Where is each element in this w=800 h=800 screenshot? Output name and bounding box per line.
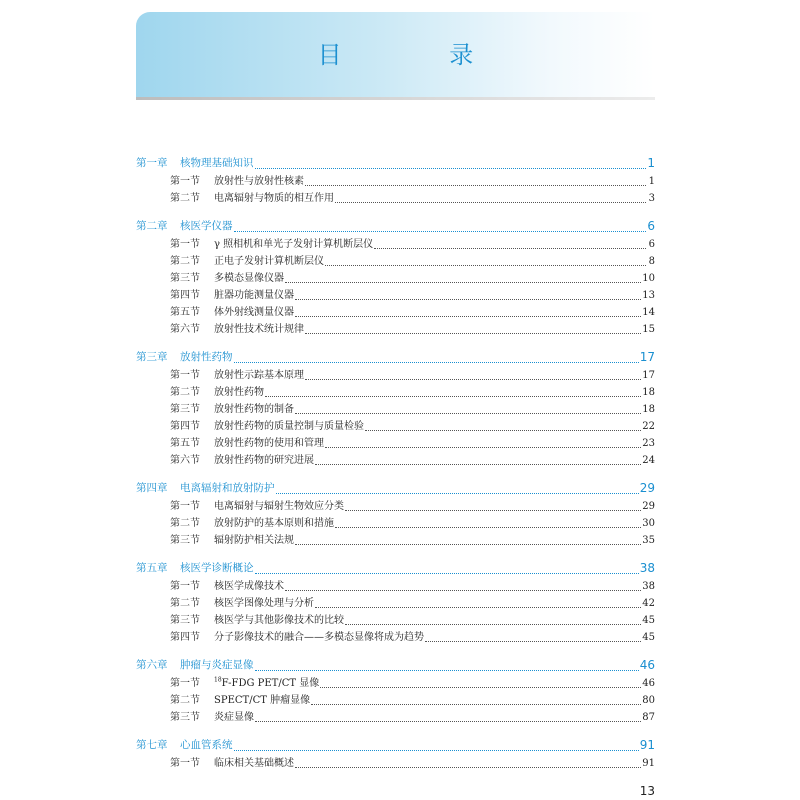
section-title: SPECT/CT 肿瘤显像 — [214, 695, 311, 706]
dot-leader — [315, 606, 641, 608]
section-page: 10 — [642, 273, 655, 284]
dot-leader — [305, 184, 646, 186]
toc-section-row — [136, 578, 655, 595]
dot-leader — [295, 412, 641, 414]
toc-section-row — [136, 287, 655, 304]
dot-leader — [295, 298, 641, 300]
section-page: 22 — [642, 421, 655, 432]
chapter-title: 核物理基础知识 — [180, 157, 254, 169]
toc-chapter-row — [136, 736, 655, 755]
toc-chapter-row — [136, 479, 655, 498]
dot-leader — [305, 332, 641, 334]
section-title-wrap — [214, 401, 294, 418]
chapter-title: 电离辐射和放射防护 — [180, 482, 275, 494]
chapter-page: 46 — [639, 658, 655, 672]
section-number: 第二节 — [170, 598, 200, 609]
section-title-wrap — [214, 287, 294, 304]
section-page: 35 — [642, 535, 655, 546]
section-title-wrap — [214, 629, 424, 646]
section-title-wrap — [214, 452, 314, 469]
section-number: 第二节 — [170, 695, 200, 706]
toc-section-row — [136, 173, 655, 190]
section-number: 第四节 — [170, 290, 200, 301]
toc-section-row — [136, 321, 655, 338]
toc-chapter-row — [136, 656, 655, 675]
section-title-wrap — [214, 709, 254, 726]
dot-leader — [234, 361, 639, 363]
section-page: 29 — [642, 501, 655, 512]
section-page: 46 — [642, 678, 655, 689]
dot-leader — [311, 703, 641, 705]
section-number: 第六节 — [170, 324, 200, 335]
section-title-wrap — [214, 173, 304, 190]
section-title-wrap — [214, 236, 373, 253]
dot-leader — [305, 378, 641, 380]
section-title: 放射性药物 — [214, 387, 264, 398]
section-page: 17 — [642, 370, 655, 381]
toc-section-row — [136, 755, 655, 772]
toc-section-row — [136, 675, 655, 692]
dot-leader — [265, 395, 641, 397]
section-number: 第一节 — [170, 758, 200, 769]
section-number: 第三节 — [170, 712, 200, 723]
section-title-wrap — [214, 304, 294, 321]
section-title: 核医学与其他影像技术的比较 — [214, 615, 344, 626]
section-number: 第四节 — [170, 421, 200, 432]
section-page: 13 — [642, 290, 655, 301]
section-title: 临床相关基础概述 — [214, 758, 294, 769]
dot-leader — [365, 429, 641, 431]
section-title: 放射性与放射性核素 — [214, 176, 304, 187]
dot-leader — [345, 623, 641, 625]
toc-section-row — [136, 384, 655, 401]
section-number: 第一节 — [170, 678, 200, 689]
section-page: 45 — [642, 632, 655, 643]
chapter-number: 第二章 — [136, 220, 168, 232]
toc-section-row — [136, 236, 655, 253]
dot-leader — [295, 543, 641, 545]
section-title-wrap — [214, 253, 324, 270]
section-title-wrap — [214, 595, 314, 612]
dot-leader — [255, 669, 639, 671]
toc-section-row — [136, 498, 655, 515]
section-number: 第四节 — [170, 632, 200, 643]
dot-leader — [255, 720, 641, 722]
section-page: 6 — [648, 239, 655, 250]
dot-leader — [234, 749, 639, 751]
section-number: 第三节 — [170, 404, 200, 415]
chapter-title: 核医学诊断概论 — [180, 562, 254, 574]
dot-leader — [325, 446, 641, 448]
dot-leader — [335, 526, 641, 528]
toc-section-row — [136, 515, 655, 532]
dot-leader — [425, 640, 641, 642]
section-number: 第五节 — [170, 438, 200, 449]
section-title-wrap — [214, 190, 334, 207]
dot-leader — [285, 589, 641, 591]
section-title-wrap — [214, 321, 304, 338]
page-number: 13 — [639, 784, 655, 798]
section-title: F-FDG PET/CT 显像 — [221, 678, 320, 689]
toc-section-row — [136, 418, 655, 435]
dot-leader — [255, 167, 647, 169]
section-title: 放射性示踪基本原理 — [214, 370, 304, 381]
section-number: 第二节 — [170, 387, 200, 398]
section-page: 24 — [642, 455, 655, 466]
section-title: 炎症显像 — [214, 712, 254, 723]
banner-divider — [136, 97, 655, 100]
toc-section-row — [136, 692, 655, 709]
chapter-page: 6 — [647, 219, 655, 233]
dot-leader — [285, 281, 641, 283]
section-number: 第二节 — [170, 193, 200, 204]
toc-section-row — [136, 435, 655, 452]
section-title: 脏器功能测量仪器 — [214, 290, 294, 301]
section-title-wrap — [214, 367, 304, 384]
section-page: 15 — [642, 324, 655, 335]
section-page: 18 — [642, 404, 655, 415]
toc-section-row — [136, 532, 655, 549]
section-title-wrap — [214, 384, 264, 401]
dot-leader — [325, 264, 646, 266]
section-title-wrap — [214, 418, 364, 435]
chapter-number: 第三章 — [136, 351, 168, 363]
section-page: 3 — [648, 193, 655, 204]
dot-leader — [234, 230, 647, 232]
section-title: 分子影像技术的融合——多模态显像将成为趋势 — [214, 632, 424, 643]
section-title-wrap — [214, 578, 284, 595]
toc-section-row — [136, 190, 655, 207]
toc-section-row — [136, 709, 655, 726]
section-page: 8 — [648, 256, 655, 267]
section-title: 放射性药物的使用和管理 — [214, 438, 324, 449]
chapter-title: 放射性药物 — [180, 351, 233, 363]
toc-chapter-row — [136, 559, 655, 578]
section-number: 第一节 — [170, 501, 200, 512]
section-title-wrap — [214, 498, 344, 515]
dot-leader — [374, 247, 646, 249]
section-number: 第五节 — [170, 307, 200, 318]
section-title: 多模态显像仪器 — [214, 273, 284, 284]
section-title-wrap — [214, 435, 324, 452]
section-title: 放射防护的基本原则和措施 — [214, 518, 334, 529]
chapter-number: 第六章 — [136, 659, 168, 671]
section-title-wrap — [214, 612, 344, 629]
chapter-number: 第七章 — [136, 739, 168, 751]
section-number: 第一节 — [170, 581, 200, 592]
toc-section-row — [136, 595, 655, 612]
section-page: 23 — [642, 438, 655, 449]
section-page: 18 — [642, 387, 655, 398]
toc-section-row — [136, 304, 655, 321]
chapter-number: 第五章 — [136, 562, 168, 574]
toc-chapter-row — [136, 348, 655, 367]
dot-leader — [320, 686, 641, 688]
section-number: 第三节 — [170, 273, 200, 284]
section-title-wrap — [214, 532, 294, 549]
toc-section-row — [136, 253, 655, 270]
section-title: 辐射防护相关法规 — [214, 535, 294, 546]
dot-leader — [315, 463, 641, 465]
chapter-page: 1 — [647, 156, 655, 170]
section-number: 第三节 — [170, 615, 200, 626]
toc-section-row — [136, 629, 655, 646]
toc-chapter-row — [136, 154, 655, 173]
toc-section-row — [136, 612, 655, 629]
dot-leader — [345, 509, 641, 511]
chapter-title: 肿瘤与炎症显像 — [180, 659, 254, 671]
toc-chapter-row — [136, 217, 655, 236]
section-number: 第一节 — [170, 239, 200, 250]
chapter-page: 38 — [639, 561, 655, 575]
section-number: 第一节 — [170, 176, 200, 187]
section-page: 87 — [642, 712, 655, 723]
dot-leader — [335, 201, 646, 203]
chapter-number: 第一章 — [136, 157, 168, 169]
chapter-page: 17 — [639, 350, 655, 364]
section-title-wrap — [214, 692, 310, 709]
section-title: γ 照相机和单光子发射计算机断层仪 — [214, 239, 374, 250]
section-title: 核医学成像技术 — [214, 581, 284, 592]
section-title: 正电子发射计算机断层仪 — [214, 256, 324, 267]
section-title: 电离辐射与物质的相互作用 — [214, 193, 334, 204]
section-number: 第二节 — [170, 518, 200, 529]
section-title: 放射性药物的制备 — [214, 404, 294, 415]
section-page: 30 — [642, 518, 655, 529]
chapter-page: 29 — [639, 481, 655, 495]
section-title-wrap — [214, 515, 334, 532]
section-number: 第二节 — [170, 256, 200, 267]
section-title-wrap — [214, 270, 284, 287]
section-title: 电离辐射与辐射生物效应分类 — [214, 501, 344, 512]
section-title-wrap — [214, 675, 319, 692]
section-title: 体外射线测量仪器 — [214, 307, 294, 318]
section-page: 45 — [642, 615, 655, 626]
section-title: 放射性技术统计规律 — [214, 324, 304, 335]
page-title: 目 录 — [317, 41, 524, 69]
toc-section-row — [136, 367, 655, 384]
dot-leader — [295, 315, 641, 317]
section-page: 1 — [648, 176, 655, 187]
section-page: 42 — [642, 598, 655, 609]
section-page: 91 — [642, 758, 655, 769]
toc-section-row — [136, 270, 655, 287]
chapter-number: 第四章 — [136, 482, 168, 494]
section-page: 38 — [642, 581, 655, 592]
section-page: 14 — [642, 307, 655, 318]
dot-leader — [276, 492, 639, 494]
section-number: 第一节 — [170, 370, 200, 381]
section-title-wrap — [214, 755, 294, 772]
table-of-contents — [136, 154, 655, 772]
toc-section-row — [136, 401, 655, 418]
dot-leader — [295, 766, 641, 768]
dot-leader — [255, 572, 639, 574]
section-page: 80 — [642, 695, 655, 706]
section-title: 放射性药物的研究进展 — [214, 455, 314, 466]
chapter-title: 核医学仪器 — [180, 220, 233, 232]
chapter-title: 心血管系统 — [180, 739, 233, 751]
section-title: 核医学图像处理与分析 — [214, 598, 314, 609]
chapter-page: 91 — [639, 738, 655, 752]
toc-section-row — [136, 452, 655, 469]
isotope-superscript: 18 — [214, 676, 222, 684]
section-title: 放射性药物的质量控制与质量检验 — [214, 421, 364, 432]
section-number: 第六节 — [170, 455, 200, 466]
section-number: 第三节 — [170, 535, 200, 546]
